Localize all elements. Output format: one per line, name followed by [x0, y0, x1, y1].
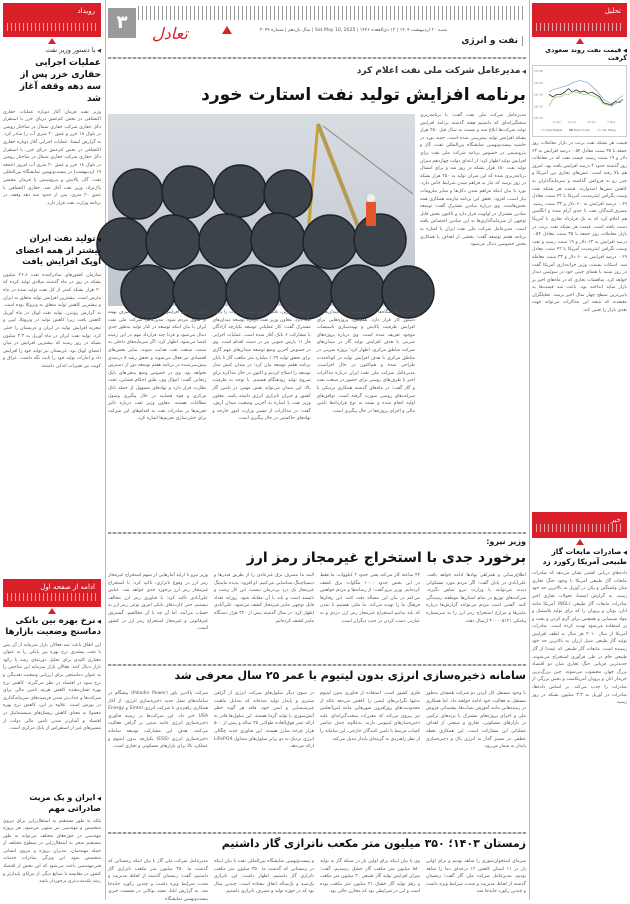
data-point: [580, 92, 581, 93]
left-body-2: سازمان کشورهای صادرکننده نفت ۲۶.۶ میلیون بشکه در روز در ماه گذشته میلادی تولید کرده که ۲۰ هزار بشکه کمتر از کل نفت تولید شده در ماه مارس است. بیشترین افزایش تولید متعلق به ایران و بیشترین کاهش تولید متعلق به ونزوئلا بوده است. به گزارش رویترز، تولید نفت اوپک در ماه آوریل کاهش یافت زیرا کاهش تولید در ونزوئلا، لیبی و نیجریه افزایش تولید در ایران و عربستان را خنثی کرد. تولید نفت ایران در ماه آوریل به ۳.۳ میلیون بشکه در روز رسید که بیشترین افزایش در میان اعضای اوپک بود. عربستان نیز تولید خود را افزایش داد و امارات تولید خود را ثابت نگه داشت. عراق و کویت نیز تغییرات اندکی داشتند.: [3, 272, 102, 369]
header-ruler: [138, 6, 523, 20]
data-point: [603, 104, 604, 105]
data-point: [588, 94, 589, 95]
left-headline-2: ◀ تولید نفت ایران بیشتر از همه اعضای اوپک افزایش یافت: [3, 234, 101, 268]
article-column: فلزی کشور است. استفاده از فناوری بدون لیتیوم نه‌تنها نگرانی‌های ایمنی را کاهش می‌دهد بلکه از محدودیت‌های روزافزون شهرهایی مانند لس‌آنجلس نیز پیروی می‌کند که مقررات سخت‌گیرانه‌ای علیه ذخیره‌سازهای لیتیومی دارند. به‌علاوه، حذف عناصر کمیاب مرتبط با تامین کنندگان خارجی، این سامانه را از نظر راهبردی به گزینه‌ای پایدار تبدیل می‌کند.: [320, 691, 420, 742]
article-column: مدیرعامل شرکت ملی گاز با بیان اینکه زمستانی که گذشت ما ۳۵۰ میلیون متر مکعب ناترازی گاز داشتیم، گفت: زمستان گذشته از لحاظ مدیریت و شدت شرایط ویژه داشت و چندین رکورد جابه‌جا شد. به گزارش ایلنا، مجید بوکانی در نشست خبری بیست‌ونهمین نمایشگاه: [108, 859, 208, 902]
data-point: [623, 95, 624, 96]
data-point: [611, 105, 612, 106]
logo: تعادل: [152, 24, 188, 43]
data-point: [615, 104, 616, 105]
section-label-news: [532, 512, 627, 538]
y-tick-label: $60.00: [534, 105, 544, 109]
label-text: رویداد: [77, 7, 95, 15]
x-tick-label: 21 Apr: [568, 121, 577, 124]
x-tick-label: 28 Apr: [587, 121, 597, 124]
data-point: [599, 99, 600, 100]
section-label-analysis: [532, 3, 627, 37]
left-headline-1: عملیات اجرایی حفاری خزر پس از سه دهه وقفه آغاز شد: [19, 58, 101, 105]
x-tick-label: 5 May: [607, 121, 616, 124]
data-point: [595, 97, 596, 98]
left-body-1: وزیر نفت فرمان آغاز دوباره عملیات حفاری اکتشافی در بخش کم‌عمق دریای خزر با استقرار دکل حفاری شرکت حفاری شمال در ساختار روشن در بلوک ۱۸ خزر و عمق ۲۰ متری آب را صادر کرد. به گزارش ایسنا، عملیات اجرایی آغاز دوباره حفاری اکتشافی در بخش کم‌عمق دریای خزر، با استقرار دکل حفاری شرکت حفاری شمال در ساختار روشن در بلوک ۱۸ خزر و عمق ۲۰ متری آب امروز (جمعه ۱۹ اردیبهشت) در بیست‌ونهمین نمایشگاه بین‌المللی نفت، گاز، پالایش و پتروشیمی با فرمان محسن پاک‌نژاد، وزیر نفت آغاز شد. حفاری اکتشافی با عمق ۲۰ متری، پس از حدود سه دهه وقفه، در برنامه وزارت نفت قرار دارد.: [3, 109, 102, 206]
data-point: [611, 104, 612, 105]
main-kicker: ◀ مدیرعامل شرکت ملی نفت اعلام کرد: [357, 66, 526, 76]
s2-kicker: وزیر نیرو:: [486, 537, 526, 546]
y-tick-label: $55.00: [534, 117, 544, 120]
data-point: [584, 81, 585, 82]
data-point: [603, 102, 604, 103]
left-headline-4: ◀ ایران و یک مزیت صادراتی مهم: [3, 793, 101, 815]
data-point: [595, 90, 596, 91]
right-body-1: قیمت هر بشکه نفت برنت در بازار معاملات روز جمعه با ۳۵ سنت معادل ۰.۵۴ درصد افزایش به ۶۳ دلار و ۱۹ سنت رسید. قیمت نفت که در معاملات روز گذشته حدود ۳ درصد افزایش یافته بود، امروز هم بالا رفته است. تنش‌های تجاری بین آمریکا و چین رو به فروکش گذاشته و سرمایه‌گذاران به کاهش تنش‌ها امیدوارند. قیمت هر بشکه نفت وست تگزاس اینترمدیت آمریکا با ۴۲ سنت معادل ۰.۶۹ درصد افزایش به ۶۰ دلار و ۳۳ سنت رسید. مصرف‌کنندگان نفت تا حدی آرام شده و انگلیس هم اعلام کرد که به یک قرارداد تجاری با آمریکا دست یافته است. قیمت هر بشکه نفت برنت در بازار معاملات روز جمعه با ۳۵ سنت معادل ۰.۵۴ درصد افزایش به ۶۳ دلار و ۱۹ سنت رسید و نفت وست تگزاس اینترمدیت آمریکا با ۴۲ سنت معادل ۰.۶۹ درصد افزایش به ۶۰ دلار و ۳۳ سنت معامله شد. اسکات بسنت، وزیر خزانه‌داری آمریکا گفت در روز شنبه با همتای چینی خود در سوئیس دیدار خواهد کرد. مناقشات تجاری که در ماه‌های اخیر بر بازار سایه انداخته بود، باعث شد قیمت‌ها به پایین‌ترین سطح چهار سال اخیر برسد. تحلیلگران معتقدند که نتیجه این مذاکرات می‌تواند جهت بعدی بازار را تعیین کند.: [532, 141, 628, 314]
article-column: با وجود مستقل کار کردن دو شرکت همچنان به‌طور مستقل به فعالیت خود ادامه خواهند داد. اما همکاری در زمینه‌هایی مانند آموزش نصاب‌ها، پشتیبانی فروش ملی و اجرای پروژه‌های مشترک با برندهای ترکیبی در بازارهای مسکونی، تجاری و صنعتی از اهداف عملیاتی این مشارکت است. این همکاری نقطه عطفی در مسیر گذار به انرژی پاک و ذخیره‌سازی پایدار به شمار می‌رود.: [426, 691, 526, 750]
article-column: تاکید می‌کنیم افزایش تولید نباید مانع مصرف بهینه از سوی مردم شود. مدیرعامل شرکت ملی نفت ایران با بیان اینکه توسعه در کنار تولید به‌طور جدی دنبال می‌شود و فردا چند قرارداد مهم در این زمینه امضا می‌شود، اظهار کرد: اگر سرمایه‌های داخلی به سمت صنعت نفت هدایت شوند، سایر بخش‌های اقتصادی نیز فعال می‌شوند و تحقق رشد ۸ درصدی پیش‌بینی‌شده در برنامه هفتم توسعه دور از دسترس نخواهد بود. وی در خصوص وضع بدهی‌های بابک زنجانی گفت: اموال وی، طبق احکام قضایی، تحت نظارت قرار دارد و نهادهای مسوول از جمله بانک مرکزی و قوه قضاییه در حال پیگیری وصول مطالبات هستند. معاون وزیر نفت درباره تاثیر تحریم‌ها بر صادرات نفت به اقدام‌های این شرکت برای خنثی‌سازی تحریم‌ها اشاره کرد.: [108, 310, 207, 422]
divider: [108, 532, 526, 534]
data-point: [553, 99, 554, 100]
oil-price-chart: [532, 65, 627, 137]
article-column: شرکت پالادین پاور (Paladin Power) پیشگام در سامانه‌های نسل جدید ذخیره‌سازی انرژی، از آغاز همکاری راهبردی با شرکت انرژی Emtel و Energy USA خبر داد. این شرکت‌ها در زمینه فناوری ذخیره‌سازی انرژی جامد مبتنی بر گرافن فعالیت می‌کنند. هدف این مشارکت توسعه سامانه ذخیره‌سازی انرژی (ESS) یکپارچه بدون لیتیوم و عملکرد بالا برای بازارهای مسکونی و تجاری است.: [108, 691, 208, 750]
article-column: البته ما مصرف برق غیرعادی را از طریق فیدرها و دیسپاچینگ شناسایی می‌کنیم. او افزود: پدیده ماینینگ غیرمجاز یک درد بی‌درمان نیست. این کار زشت و ناپسند است و باید با آن مقابله شود. روزانه تعداد قابل توجهی ماینر غیرمجاز کشف می‌شود. علی‌آبادی اظهار کرد: در سال گذشته بیش از ۲۲۰ هزار دستگاه ماینر کشف کرده‌ایم.: [214, 573, 315, 624]
right-body-2: داده‌های دریایی کشتی نشان می‌دهد که صادرات مایعات گاز طبیعی آمریکا با وجود جنگ تجاری میان واشنگتن و پکن در آوریل به بالاترین حد خود رسید. به گزارش اینسنا، تحولات تجاری اخیر صادرات مایعات گاز طبیعی (NGL) آمریکا مانند اتان، بوتان و پروپان را که برای تولید پلاستیک و مواد شیمیایی و همچنین برای گرم کردن و پخت و پز استفاده می‌شود تهدید کرده است. صادرات آمریکا از سال ۲۰۱۰ هر سال به لطف افزایش تولید گاز طبیعی شیل ارزان به بالاترین حد خود رسیده است. مایعات گاز طبیعی که عمدتا از گاز طبیعی خام در طی فرآوری استخراج می‌شوند، جدیدترین قربانی جنگ تجاری میان دو اقتصاد بزرگ جهان محسوب می‌شوند. چین بزرگ‌ترین خریدار اتان و پروپان آمریکاست و بخش بزرگی از صادرات را جذب می‌کند. بر اساس داده‌ها، صادرات در آوریل به ۳.۳ میلیون بشکه در روز رسید.: [532, 571, 627, 706]
divider: [529, 0, 530, 900]
divider: [108, 832, 526, 834]
data-point: [584, 91, 585, 92]
data-point: [611, 106, 612, 107]
data-point: [619, 98, 620, 99]
article-column: ۲۴ ساعته کار می‌کند یعنی حدود ۲ کیلووات. ما فقط در این بخش حدود ۱۰۰۰ مگاوات برق کشف کرده‌ایم. وزیر نیرو گفت: از رسانه‌ها و مردم خواهش می‌کنم در بیان این مساله دقت کنند. این رفتارها فرهنگ ما را تهدید می‌کند. ما ملتی هستیم با تمدن که باید بدانیم استخراج غیرمجاز رمز ارز، دزدی و به عبارتی دست کردن در جیب دیگران است.: [320, 573, 421, 624]
left-body-3: این اتفاق باعث شد فعالان بازار سرمایه از آن پس با دقت بیشتری نرخ بهره بین بانکی را به عنوان معیاری کلیدی برای تحلیل دورنمای رشد یا رکود بازار دنبال کنند. فعالان بازار سرمایه این شاخص را به عنوان دماسنجی برای ارزیابی وضعیت نقدینگی و نرخ سود در اقتصاد در نظر می‌گیرند. کاهش نرخ بهره نشان‌دهنده کاهش هزینه تامین مالی برای شرکت‌ها و جذاب‌تر شدن فرصت‌های سرمایه‌گذاری در بورس است. علاوه بر این، کاهش نرخ بهره معمولا به معنای کاهش ریسک‌های سیستماتیک در اقتصاد و آسان‌تر شدن تامین مالی دولت از مسیرهای غیر از استقراض از بانک مرکزی است.: [3, 642, 101, 732]
legend-label: Iran Heavy: [602, 129, 617, 132]
data-point: [580, 80, 581, 81]
article-column: خوراک پالایشگاه‌ها نیز به‌وسیله این میدان‌ها در دستور کار قرار دارد. همچنین، پروژه‌هایی برای افزایش ظرفیت پالایش و بهینه‌سازی تاسیسات موجود تعریف شده است. وی درباره پروژه‌های ضربتی با هدف افزایش تولید گاز در میدان‌های شرکت مناطق مرکزی، اظهار کرد: پروژه ضربتی در مناطق مرکزی با هدف افزایش تولید در کوتاه‌مدت طراحی شده و هم‌اکنون در حال اجراست. مدیرعامل شرکت ملی نفت ایران درباره مذاکرات اخیر با طرف‌های روسی برای حضور در صنعت نفت و گاز گفت: در ماه‌های گذشته همکاری نزدیکی با شرکت‌های روسی صورت گرفته است. توافق‌های اولیه انجام شده و بسته به نوع قرارداد‌ها تامین مالی و اجرای پروژه‌ها در حال پیگیری است.: [316, 310, 415, 414]
data-point: [564, 86, 565, 87]
data-point: [549, 106, 550, 107]
data-point: [564, 92, 565, 93]
data-point: [568, 94, 569, 95]
data-point: [556, 88, 557, 89]
data-point: [607, 105, 608, 106]
divider: [108, 664, 526, 666]
data-point: [619, 101, 620, 102]
left-body-4: بلکه به طور مستقیم به اشتغال‌زایی برای نیروی متخصص و مهندسی نیز منتهی می‌شود. هر پروژه مهندسی در حوزه‌های مختلف می‌تواند به طور مستقیم منجر به اشتغال‌زایی در سطوح مختلف از جمله مهندسان، مدیران پروژه و نیروی انسانی متخصص شود. این ویژگی صادرات خدمات فنی‌مهندسی باعث می‌شود که این بخش از اقتصاد کشور در مقایسه با صنایع دیگر، از مزایای پایدارتر و رشد بلندمدت‌تری برخوردار باشد.: [3, 818, 101, 885]
data-point: [599, 97, 600, 98]
section-label-continued: [3, 579, 101, 607]
legend-label: Opec Basket: [546, 129, 563, 132]
article-column: اطلاع‌رسانی و همراهی نهادها ادامه خواهد یافت. علی‌آبادی در پایان گفت: اگر مردم مورد مشکوکی دیدند می‌توانند با وزارت نیرو تماس بگیرند. شرکت‌های توزیع در تمام استان‌ها موظفند رسیدگی کنند. گفتنی است مردم می‌توانند گزارش‌ها درباره ماینرها و مزارع استخراج رمز ارز را به سرشماره پیامکی ۳۰۰۰۰۵۱۲۱ ارسال دهند.: [426, 573, 526, 624]
divider: [105, 0, 106, 900]
data-point: [572, 92, 573, 93]
y-tick-label: $75.00: [534, 70, 544, 73]
article-column: دریایی جایگزین، تلاش کرده است صادرات را پایدار نگه دارد. معاون وزیر نفت درباره توسعه میدان‌های مشترک گفت: کار عملیاتی توسعه یکپارچه آزادگان با مشارکت ۶ بانک آغاز شده است. عملیات اجرایی فاز ۱۱ پارس جنوبی نیز در دست اقدام است. وی در خصوص آخرین وضع توسعه میدان‌های مهم گازی برای تحقق تولید ۱.۲۹ میلیارد متر مکعب گاز تا پایان برنامه هفتم توسعه بیان کرد: در میدان کیش مدل توسعه را اصلاح کردیم و اکنون در حال مذاکره برای شروع تولید زودهنگام هستیم. با توجه به ظرفیت بالا، این میدان می‌تواند نقش مهمی در تامین گاز کشور و جبران ناترازی انرژی داشته باشد. معاون وزیر نفت با اشاره به آخرین وضعیت میدان آرش، گفت: در مذاکرات از مسیر وزارت امور خارجه و نهادهای حاکمیتی در حال پیگیری است.: [212, 310, 311, 422]
lead-column: مدیرعامل شرکت ملی نفت گفت: با برنامه‌ریزی سختگیرانه‌ای که داشتیم هفته گذشته برنامه افزایش تولید شرکت‌ها ابلاغ شد و نسبت به سال قبل ۲۵۰ هزار بشکه افزایش تولید پیش‌بینی شده است. حمید بورد در حاشیه بیست‌ونهمین نمایشگاه بین‌المللی نفت، گاز و پتروشیمی در خصوص برنامه شرکت ملی نفت برای افزایش تولید اظهار کرد: از ابتدای دولت چهاردهم میزان تولید نفت ۱۵۰ هزار بشکه در روز شد و برای امسال برنامه‌ریزی شده که این میزان تولید به ۲۵۰ هزار بشکه در روز برسد که نیاز به فراهم شدن شرایط خاص دارد. بورد با بیان اینکه فراهم شدن دکل‌ها و سایر ملزومات نیاز است، افزود: تحقق این برنامه نیازمند همکاری همه بخش‌هاست. وی درباره میادین مشترک گفت: توسعه میادین مشترک در اولویت قرار دارد و تاکنون بخش قابل توجهی از سرمایه‌گذاری‌ها به این میادین اختصاص یافته است. مدیرعامل شرکت ملی نفت ایران با اشاره به برنامه هفتم توسعه گفت: بخشی از اهداف با همکاری بخش خصوصی دنبال می‌شود.: [420, 113, 526, 248]
section-label-event: [3, 3, 101, 37]
legend-label: Brent Crude: [574, 129, 590, 132]
data-point: [623, 99, 624, 100]
data-point: [595, 94, 596, 95]
article-column: وی با بیان اینکه برای اولین بار در شبکه گاز به تولید ۸۸۰ میلیون متر مکعب گاز خشک رسیدیم، گفت: میزان افزایش تولید گاز طبیعی ۳۰ میلیون متر مکعب و رقم تولید گاز خشک ۲۱ میلیون متر مکعب بوده است و این در شرایطی بود که مخازن خالی بود.: [320, 859, 420, 895]
y-tick-label: $70.00: [534, 81, 544, 85]
divider: [108, 57, 526, 59]
data-point: [560, 97, 561, 98]
data-point: [560, 94, 561, 95]
data-point: [619, 102, 620, 103]
data-point: [592, 86, 593, 87]
left-headline-3: ◀ نرخ بهره بین بانکی دماسنج وضعیت بازارها: [3, 616, 101, 639]
data-point: [592, 95, 593, 96]
data-point: [568, 85, 569, 86]
data-point: [603, 99, 604, 100]
s4-headline: زمستان ۱۴۰۳؛ ۳۵۰ میلیون متر مکعب ناترازی گاز داشتیم: [221, 837, 526, 850]
oil-pipes-photo: [108, 114, 415, 306]
data-point: [556, 97, 557, 98]
y-tick-label: $65.00: [534, 93, 544, 97]
right-headline-1: ◀ قیمت نفت روند صعودی گرفت: [532, 46, 627, 62]
data-point: [576, 92, 577, 93]
left-sidebar: [3, 3, 101, 898]
data-point: [607, 101, 608, 102]
data-point: [592, 92, 593, 93]
data-point: [572, 82, 573, 83]
main-headline: برنامه افزایش تولید نفت استارت خورد: [201, 85, 526, 105]
data-point: [576, 90, 577, 91]
data-point: [599, 94, 600, 95]
right-sidebar: [532, 3, 627, 898]
label-text: خبر: [610, 515, 621, 524]
s2-headline: برخورد جدی با استخراج غیرمجاز رمز ارز: [246, 550, 526, 566]
data-point: [568, 88, 569, 89]
data-point: [615, 101, 616, 102]
article-column: وزیر نیرو با ارایه آمارهایی از سهم استخراج غیرمجاز رمز ارز در وقوع ناترازی، تاکید کرد: با استخراج غیرمجاز رمز ارز برخورد جدی خواهد شد. عباس علی‌آبادی تاکید کرد: با فناوری رمز ارز مخالف نیستیم، حتی کارت‌های بانکی امروز نوعی رمز ارز به حساب می‌آیند. اما آن چه با آن مخالفیم، گسترش غیرقانونی و غیرمجاز استخراج رمز ارز در کشور است.: [108, 573, 208, 632]
left-kicker: ◀ با دستور وزیر نفت: [3, 46, 101, 54]
data-point: [560, 87, 561, 88]
data-point: [553, 97, 554, 98]
data-point: [588, 82, 589, 83]
article-column: سرمای استخوان‌سوزی را شاهد بودیم و برای اولین بار در ۱۱ استان کاهش ۱۲ درجه‌ای دما را شاهد بودیم. مدیرعامل شرکت ملی گاز گفت: زمستان گذشته از لحاظ مدیریت و شدت شرایط ویژه داشت و چندین رکورد جابه‌جا شد.: [426, 859, 526, 895]
right-headline-2: ◀ صادرات مایعات گاز طبیعی آمریکا رکورد زد: [532, 547, 627, 567]
label-text: ادامه از صفحه اول: [40, 582, 95, 591]
triangle-marker-icon: [222, 26, 232, 34]
data-point: [556, 94, 557, 95]
data-point: [588, 93, 589, 94]
article-column: و بیست‌ونهمین نمایشگاه بین‌المللی نفت با بیان اینکه در زمستانی که گذشت ما ۳۵۰ میلیون متر مکعب ناترازی گاز داشتیم، اظهار داشت: این ناترازی یک‌شبه و یک‌ساله اتفاق نیفتاده است. چندین سال بود که در حوزه تولید و مصرف ناترازی داشتیم.: [214, 859, 314, 895]
article-column: در سوی دیگر سلول‌های شرکت انرژی از گرافن سنتزی و پایدار تولید شده‌اند که به‌دلیل ماهیت غیرشیمیایی و ایمن خود، فاقد هر گونه خطر آتش‌سوزی یا تولید گرما هستند. این سلول‌ها قادر به ارائه عمر فوق‌العاده طولانی ۲۵ ساله و بیش از ۵۰۰ هزار چرخه شارژ هستند. این فناوری جدید چگالی انرژی نزدیک به دو برابر سلول‌های متداول LiFePO4 ارائه می‌دهد.: [214, 691, 314, 750]
data-point: [576, 81, 577, 82]
date-line: شنبه ۲۰ اردیبهشت ۱۴۰۴ | ۱۲ ذی‌القعده ۱۴۴۶ | Sat.May 10, 2025 | سال یازدهم | شماره ۳۰۷۹: [259, 28, 447, 33]
section-title: نفت و انرژی: [455, 36, 523, 46]
data-point: [553, 90, 554, 91]
data-point: [549, 94, 550, 95]
x-tick-label: 14 Apr: [552, 121, 562, 124]
label-text: تحلیل: [604, 7, 621, 15]
data-point: [584, 94, 585, 95]
data-point: [607, 104, 608, 105]
page-number: ۳: [108, 8, 136, 38]
s3-headline: سامانه ذخیره‌سازی انرژی بدون لیتیوم با عمر ۲۵ سال معرفی شد: [174, 669, 526, 682]
data-point: [549, 92, 550, 93]
data-point: [580, 93, 581, 94]
data-point: [564, 94, 565, 95]
